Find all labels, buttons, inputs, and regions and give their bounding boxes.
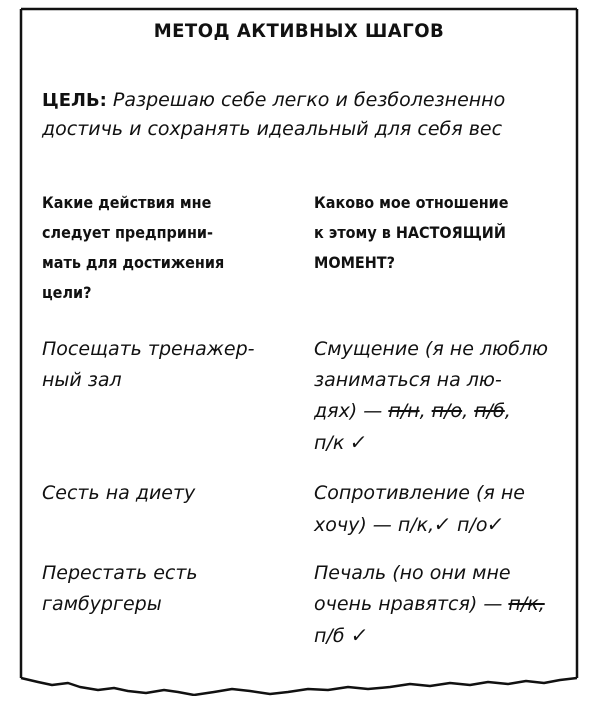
attitude-line: Смущение (я не люблю xyxy=(314,338,548,360)
checkmark-icon: ✓ xyxy=(485,512,506,536)
left-header-line: следует предприни- xyxy=(42,223,213,242)
goal-statement xyxy=(42,86,562,144)
action-line: ный зал xyxy=(42,369,122,391)
left-header-line: Какие действия мне xyxy=(42,193,212,212)
attitude-cell xyxy=(314,478,564,541)
struck-mark: п/о xyxy=(431,400,463,422)
action-cell xyxy=(42,334,292,396)
attitude-cell xyxy=(314,334,564,459)
attitude-prefix: дях) — xyxy=(314,400,389,422)
attitude-prefix: хочу) — xyxy=(314,514,398,536)
left-column-header xyxy=(42,188,292,308)
struck-mark: п/к, xyxy=(508,593,545,615)
final-mark: п/к xyxy=(314,432,345,454)
mark: п/о xyxy=(457,514,488,536)
right-column-header xyxy=(314,188,564,278)
attitude-line: дях) — п/н, п/о, п/б, xyxy=(314,400,511,422)
checkmark-icon: ✓ xyxy=(348,430,369,454)
attitude-line: Сопротивление (я не xyxy=(314,482,525,504)
struck-mark: п/б xyxy=(474,400,505,422)
right-header-line: Каково мое отношение xyxy=(314,193,509,212)
action-line: Сесть на диету xyxy=(42,482,196,504)
action-cell xyxy=(42,478,292,509)
attitude-line xyxy=(314,427,564,459)
attitude-line: Печаль (но они мне xyxy=(314,562,511,584)
action-cell xyxy=(42,558,292,620)
right-header-line: МОМЕНТ? xyxy=(314,253,395,272)
attitude-line xyxy=(314,620,564,652)
goal-text-line-2: достичь и сохранять идеальный для себя вес xyxy=(42,118,503,140)
checkmark-icon: ✓ xyxy=(348,623,370,647)
goal-text-line-1: Разрешаю себе легко и безболезненно xyxy=(112,89,506,111)
left-header-line: цели? xyxy=(42,283,92,302)
struck-mark: п/н xyxy=(388,400,420,422)
final-mark: п/б xyxy=(314,625,345,647)
action-line: Перестать есть xyxy=(42,562,198,584)
goal-label: ЦЕЛЬ: xyxy=(42,90,107,111)
attitude-line: заниматься на лю- xyxy=(314,369,502,391)
right-header-line: к этому в НАСТОЯЩИЙ xyxy=(314,223,506,242)
attitude-line xyxy=(314,509,564,541)
left-header-line: мать для достижения xyxy=(42,253,225,272)
action-line: гамбургеры xyxy=(42,593,162,615)
attitude-prefix: очень нравятся) — xyxy=(314,593,509,615)
worksheet xyxy=(18,6,580,696)
attitude-line xyxy=(314,589,564,620)
attitude-cell xyxy=(314,558,564,652)
worksheet-title: МЕТОД АКТИВНЫХ ШАГОВ xyxy=(153,20,445,42)
action-line: Посещать тренажер- xyxy=(42,338,255,360)
checkmark-icon: ✓ xyxy=(432,512,453,536)
mark: п/к, xyxy=(397,514,435,536)
